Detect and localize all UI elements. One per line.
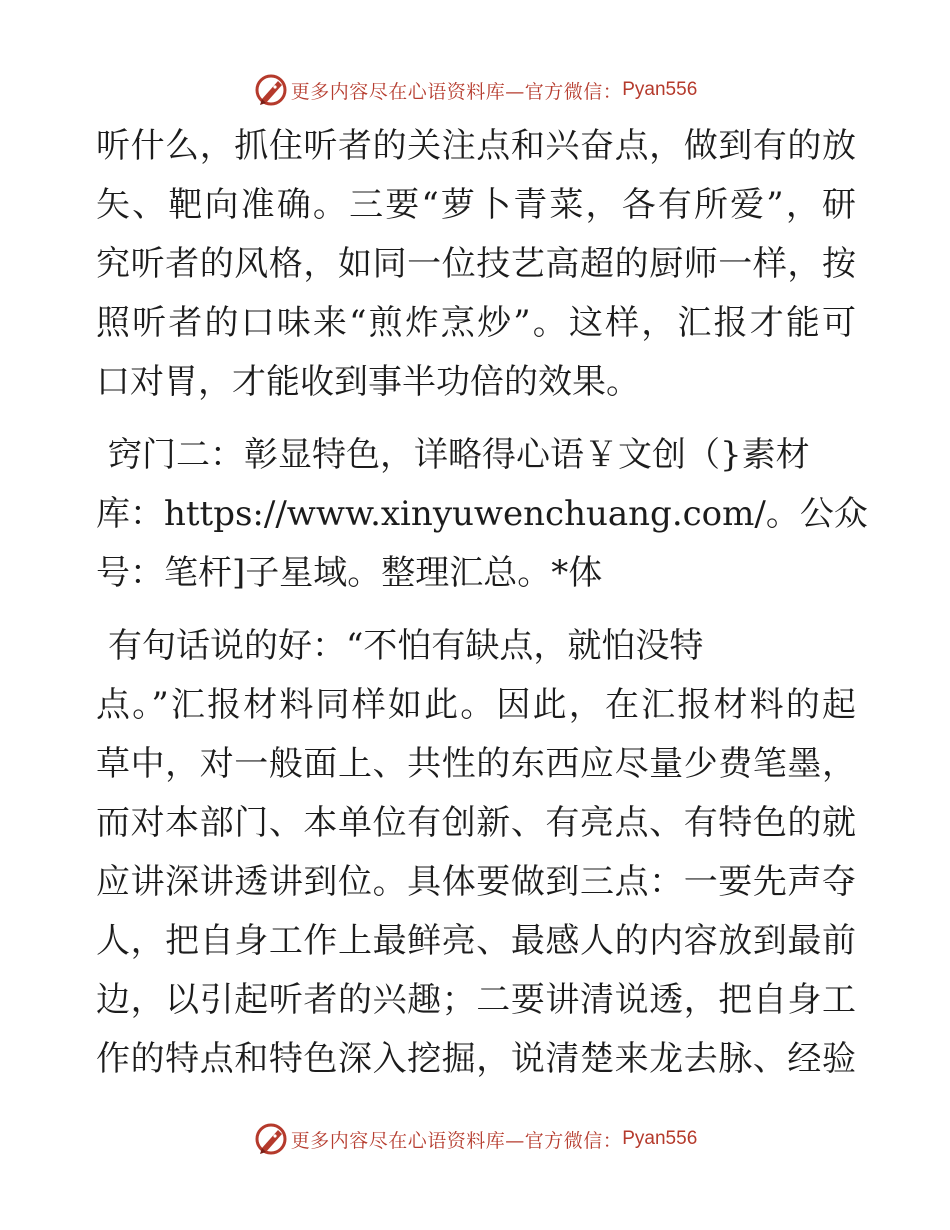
footer-banner <box>0 1119 950 1159</box>
paragraph <box>96 426 868 603</box>
text-line: 而对本部门、本单位有创新、有亮点、有特色的就 <box>96 803 856 843</box>
text-line: 照听者的口味来“煎炸烹炒”。这样，汇报才能可 <box>96 303 856 343</box>
paragraph <box>96 617 856 1089</box>
text-line: 号：笔杆]子星域。整理汇总。*体 <box>96 553 603 593</box>
paragraph <box>96 117 856 412</box>
text-line: 边，以引起听者的兴趣；二要讲清说透，把自身工 <box>96 980 856 1020</box>
text-line: 库：https://www.xinyuwenchuang.com/。公众 <box>96 494 868 534</box>
text-line: 点。”汇报材料同样如此。因此，在汇报材料的起 <box>96 685 856 725</box>
text-line: 听什么，抓住听者的关注点和兴奋点，做到有的放 <box>96 126 856 166</box>
body-text <box>96 117 868 1089</box>
header-banner-text: 更多内容尽在心语资料库—官方微信： <box>290 80 623 103</box>
pen-logo-icon <box>253 72 289 108</box>
text-line: 矢、靶向准确。三要“萝卜青菜，各有所爱”，研 <box>96 185 856 225</box>
footer-wechat-id: Pyan556 <box>622 1128 698 1149</box>
text-line: 窍门二：彰显特色，详略得心语￥文创（}素材 <box>108 435 810 475</box>
text-line: 作的特点和特色深入挖掘，说清楚来龙去脉、经验 <box>96 1039 856 1079</box>
footer-banner-text: 更多内容尽在心语资料库—官方微信： <box>290 1129 623 1152</box>
text-line: 究听者的风格，如同一位技艺高超的厨师一样，按 <box>96 244 856 284</box>
text-line: 草中，对一般面上、共性的东西应尽量少费笔墨， <box>96 744 856 784</box>
text-line: 有句话说的好：“不怕有缺点，就怕没特 <box>108 626 704 666</box>
text-line: 应讲深讲透讲到位。具体要做到三点：一要先声夺 <box>96 862 856 902</box>
text-line: 口对胃，才能收到事半功倍的效果。 <box>96 362 640 402</box>
pen-logo-icon <box>253 1121 289 1157</box>
header-wechat-id: Pyan556 <box>622 79 698 100</box>
text-line: 人，把自身工作上最鲜亮、最感人的内容放到最前 <box>96 921 856 961</box>
header-banner <box>0 70 950 110</box>
